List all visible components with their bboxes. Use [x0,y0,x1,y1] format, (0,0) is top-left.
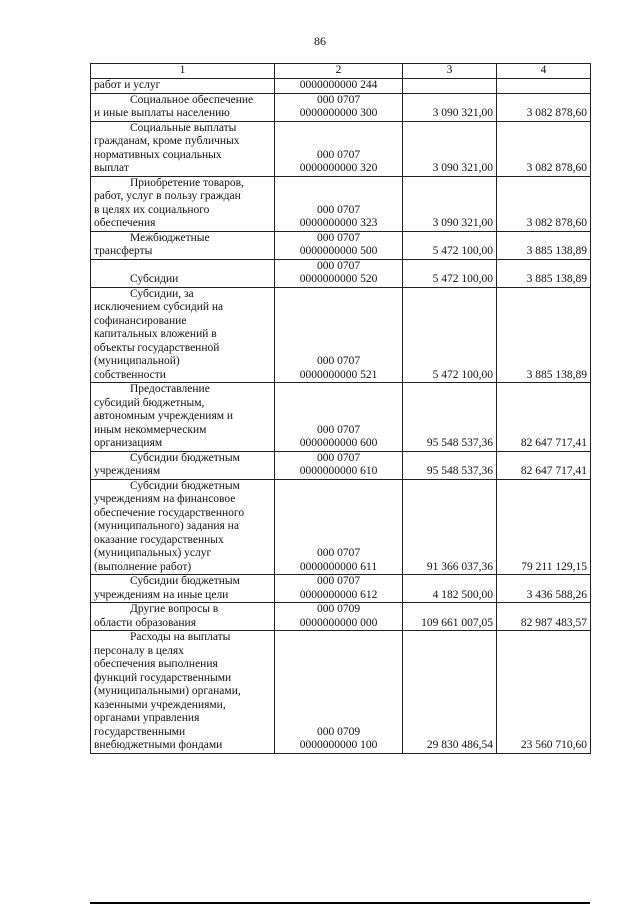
item-name-line: (муниципального) задания на [94,520,239,532]
item-name-line: оказание государственных [94,533,224,546]
executed-amount-cell: 3 082 878,60 [497,121,591,176]
executed-amount-cell: 82 647 717,41 [497,451,591,479]
item-name-line: работ и услуг [94,79,161,91]
executed-amount-cell: 3 082 878,60 [497,93,591,121]
item-name-line: персоналу в целях [94,644,184,657]
planned-amount-cell: 109 661 007,05 [403,603,497,631]
classification-code-cell [275,603,403,631]
classification-code-line: 0000000000 610 [299,465,378,477]
classification-code-line: 0000000000 611 [299,560,378,573]
item-name-cell [91,575,275,603]
classification-code-line: 0000000000 612 [299,588,378,601]
classification-code-line: 000 0707 [316,231,361,244]
item-name-line: органами управления [94,712,200,724]
table-row [91,176,591,231]
budget-table [90,63,591,754]
planned-amount-cell: 95 548 537,36 [403,451,497,479]
planned-amount-cell: 5 472 100,00 [403,259,497,287]
classification-code-line: 000 0707 [316,203,361,216]
item-name-line: трансферты [94,245,153,257]
item-name-line: исключением субсидий на [94,301,224,313]
classification-code-line: 000 0707 [316,355,361,367]
item-name-line: иным некоммерческим [94,423,207,436]
item-name-line: внебюджетными фондами [94,739,223,751]
item-name-cell [91,79,275,94]
planned-amount-cell: 5 472 100,00 [403,231,497,259]
item-name-line: Приобретение товаров, [130,176,244,189]
item-name-line: Субсидии бюджетным [130,575,240,587]
item-name-line: Расходы на выплаты [130,631,231,643]
classification-code-line: 000 0709 [316,603,361,615]
item-name-line: учреждениям на финансовое [94,493,236,505]
item-name-cell [91,603,275,631]
planned-amount-cell: 91 366 037,36 [403,479,497,575]
item-name-line: (выполнение работ) [94,560,192,573]
classification-code-line: 000 0709 [316,725,361,738]
planned-amount-cell: 4 182 500,00 [403,575,497,603]
item-name-line: Социальные выплаты [130,121,237,134]
table-row [91,287,591,383]
classification-code-cell [275,383,403,452]
item-name-line [94,260,271,274]
item-name-line: государственными [94,725,186,738]
classification-code-line: 0000000000 520 [299,273,378,285]
table-body [91,79,591,754]
table-row [91,121,591,176]
executed-amount-cell: 3 885 138,89 [497,259,591,287]
table-row [91,451,591,479]
planned-amount-cell: 5 472 100,00 [403,287,497,383]
executed-amount-cell: 3 436 588,26 [497,575,591,603]
table-row [91,79,591,94]
item-name-line: автономным учреждениям и [94,410,234,422]
executed-amount-cell: 82 647 717,41 [497,383,591,452]
item-name-line: Предоставление [130,383,210,395]
item-name-line: (муниципальных) услуг [94,547,212,559]
item-name-line: учреждениям [94,465,161,477]
header-row [91,64,591,79]
item-name-line: гражданам, кроме публичных [94,135,240,147]
item-name-cell [91,631,275,754]
item-name-cell [91,451,275,479]
classification-code-line: 000 0707 [316,451,361,464]
column-header: 3 [403,64,497,79]
item-name-line: выплат [94,162,129,174]
item-name-cell [91,231,275,259]
item-name-line: казенными учреждениями, [94,698,226,711]
item-name-line: Субсидии бюджетным [130,479,240,492]
classification-code-line: 000 0707 [316,423,361,436]
classification-code-cell [275,231,403,259]
executed-amount-cell: 79 211 129,15 [497,479,591,575]
item-name-line: работ, услуг в пользу граждан [94,190,241,202]
item-name-line: Другие вопросы в [130,603,219,615]
table-row [91,383,591,452]
executed-amount-cell: 3 082 878,60 [497,176,591,231]
item-name-line: и иные выплаты населению [94,107,230,119]
classification-code-line: 0000000000 323 [299,217,378,229]
item-name-line: организациям [94,437,163,449]
classification-code-cell [275,575,403,603]
classification-code-cell [275,79,403,94]
classification-code-line: 000 0707 [316,93,361,106]
table-row [91,479,591,575]
table-row [91,231,591,259]
item-name-line: софинансирование [94,314,187,327]
column-header: 4 [497,64,591,79]
planned-amount-cell: 3 090 321,00 [403,93,497,121]
item-name-line: области образования [94,616,196,629]
item-name-cell [91,383,275,452]
classification-code-line: 0000000000 600 [299,437,378,449]
classification-code-line: 0000000000 244 [299,79,378,91]
classification-code-cell [275,631,403,754]
executed-amount-cell [497,79,591,94]
table-row [91,259,591,287]
classification-code-cell [275,479,403,575]
classification-code-line: 000 0707 [316,148,361,161]
classification-code-cell [275,93,403,121]
planned-amount-cell: 29 830 486,54 [403,631,497,754]
column-header: 1 [91,64,275,79]
classification-code-line: 0000000000 100 [299,739,378,751]
classification-code-cell [275,176,403,231]
classification-code-line: 0000000000 521 [299,368,378,381]
item-name-line: (муниципальной) [94,355,180,367]
item-name-cell [91,176,275,231]
classification-code-line: 0000000000 300 [299,107,378,119]
column-header: 2 [275,64,403,79]
classification-code-line: 000 0707 [316,547,361,559]
planned-amount-cell: 95 548 537,36 [403,383,497,452]
executed-amount-cell: 3 885 138,89 [497,287,591,383]
classification-code-line: 0000000000 500 [299,245,378,257]
item-name-line: Субсидии, за [130,287,194,300]
item-name-line: Субсидии бюджетным [130,451,240,464]
table-row [91,93,591,121]
classification-code-line: 0000000000 000 [299,616,378,629]
item-name-cell [91,479,275,575]
item-name-line: Межбюджетные [130,231,210,244]
item-name-line: (муниципальными) органами, [94,685,241,697]
item-name-cell [91,93,275,121]
classification-code-line: 000 0707 [316,259,361,272]
item-name-line: в целях их социального [94,203,210,216]
item-name-line: обеспечения выполнения [94,658,218,670]
item-name-line: обеспечение государственного [94,506,245,519]
classification-code-cell [275,259,403,287]
item-name-cell [91,259,275,287]
executed-amount-cell: 3 885 138,89 [497,231,591,259]
item-name-line: Социальное обеспечение [130,93,254,106]
table-row [91,575,591,603]
page-bottom-rule [90,902,590,904]
item-name-line: субсидий бюджетным, [94,396,205,409]
executed-amount-cell: 82 987 483,57 [497,603,591,631]
item-name-cell [91,287,275,383]
classification-code-cell [275,121,403,176]
item-name-line: собственности [94,368,166,381]
classification-code-cell [275,451,403,479]
classification-code-line: 0000000000 320 [299,162,378,174]
item-name-line: обеспечения [94,217,156,229]
executed-amount-cell: 23 560 710,60 [497,631,591,754]
item-name-line: нормативных социальных [94,148,222,161]
table-row [91,631,591,754]
planned-amount-cell [403,79,497,94]
page-number: 86 [314,34,326,48]
item-name-line: объекты государственной [94,341,220,354]
classification-code-line: 000 0707 [316,575,361,587]
planned-amount-cell: 3 090 321,00 [403,176,497,231]
item-name-line: учреждениям на иные цели [94,588,229,601]
classification-code-cell [275,287,403,383]
item-name-line: функций государственными [94,671,232,684]
table-row [91,603,591,631]
item-name-line: капитальных вложений в [94,328,217,340]
item-name-cell [91,121,275,176]
planned-amount-cell: 3 090 321,00 [403,121,497,176]
item-name-line: Субсидии [130,273,179,285]
